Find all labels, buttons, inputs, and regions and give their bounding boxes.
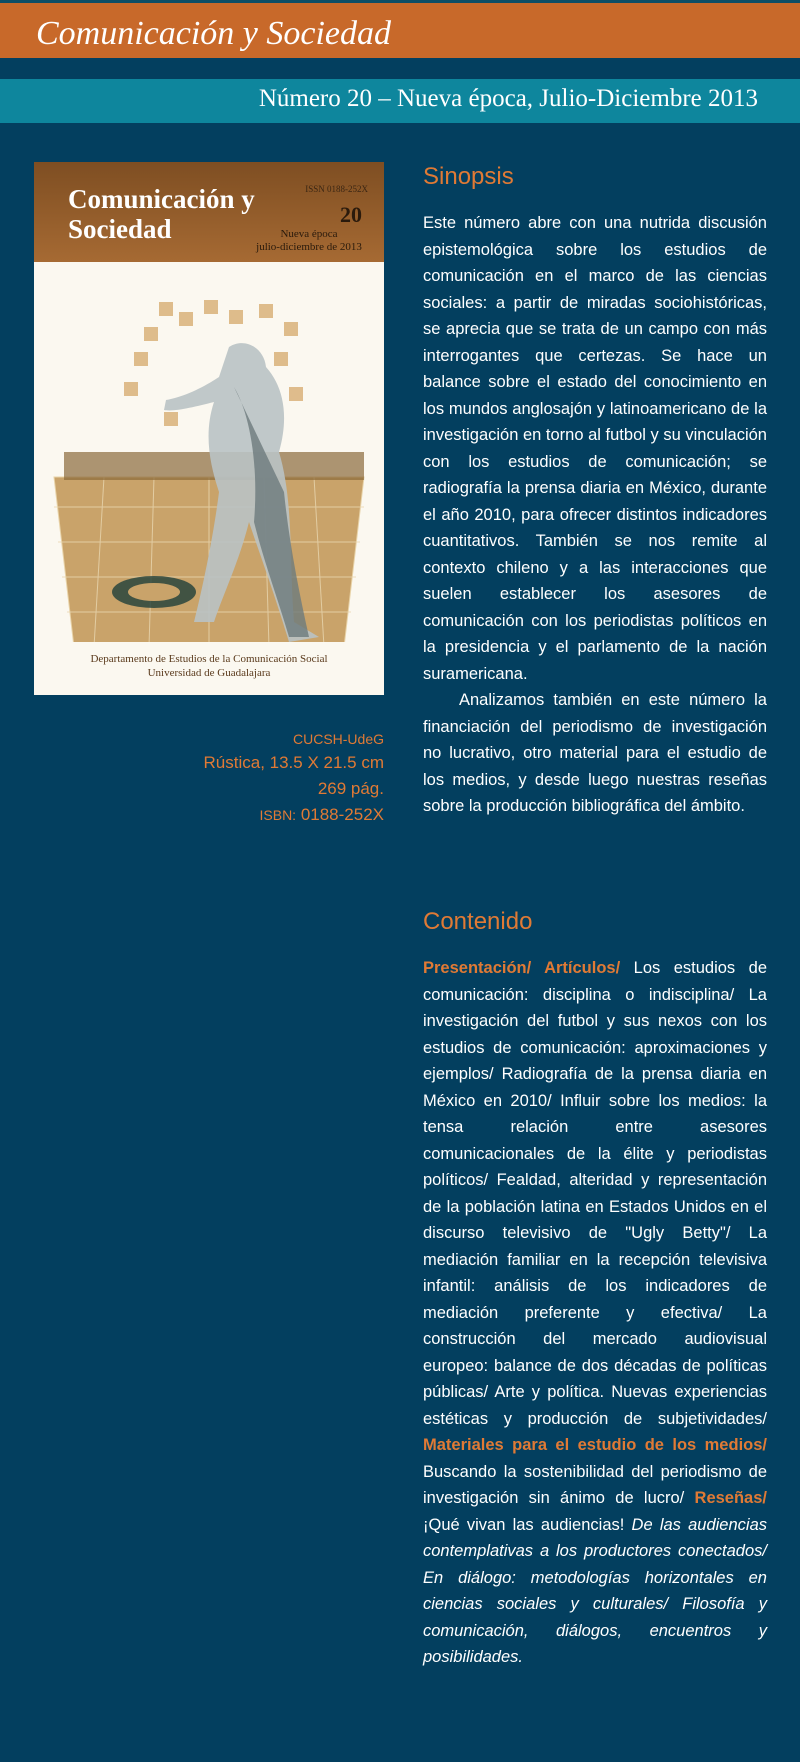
top-title-bar	[0, 0, 800, 58]
book-info	[34, 728, 384, 828]
cover-issn: ISSN 0188-252X	[305, 184, 368, 194]
sinopsis-paragraph-1: Este número abre con una nutrida discusión epistemológica sobre los estudios de comunicación en el marco de las ciencias sociales: a partir de miradas sociohistóricas, se aprecia que se trata de un campo con más interrogantes que certezas. Se hace un balance sobre el estado del conocimiento en los mundos anglosajón y latinoamericano de la investigación en torno al futbol y su vinculación con los estudios de comunicación; se radiografía la prensa diaria en México, durante el año 2010, para ofrecer distintos indicadores cuantitativos. También se nos remite al contexto chileno y a las interacciones que suelen establecer los asesores de comunicación con los periodistas políticos en la presidencia y el parlamento de la nación suramericana.	[423, 214, 767, 683]
section-label-materiales: Materiales para el estudio de los medios/	[423, 1436, 767, 1454]
cover-dept-line2: Universidad de Guadalajara	[147, 667, 271, 679]
section-text-materiales: Buscando la sostenibilidad del periodismo de investigación sin ánimo de lucro/	[423, 1462, 767, 1507]
cover-department	[34, 652, 384, 680]
contenido-section	[423, 908, 767, 1671]
cover-epoca-line2: julio-diciembre de 2013	[256, 241, 362, 253]
issue-bar	[0, 79, 800, 123]
cover-number: 20	[340, 202, 362, 227]
sinopsis-section	[423, 163, 767, 820]
cover-dept-line1: Departamento de Estudios de la Comunicación Social	[90, 653, 328, 665]
contenido-heading: Contenido	[423, 908, 533, 935]
section-text-resenas-italic: De las audiencias contemplativas a los productores conectados/ En diálogo: metodologías horizontales en ciencias sociales y culturales/ Filosofía y comunicación, diálogos, encuentros y posibilidades.	[423, 1515, 768, 1666]
book-cover-image	[34, 162, 384, 695]
isbn-label: ISBN:	[259, 807, 297, 823]
issue-label: Número 20 – Nueva época, Julio-Diciembre 2013	[258, 85, 758, 112]
cover-epoca	[254, 228, 364, 254]
publisher: CUCSH-UdeG	[292, 731, 384, 747]
cover-illustration	[34, 292, 384, 642]
section-text-articulos: Los estudios de comunicación: disciplina o indisciplina/ La investigación del futbol y sus nexos con los estudios de comunicación: aproximaciones y ejemplos/ Radiografía de la prensa diaria en México en 2010/ Influir sobre los medios: la tensa relación entre asesores comunicacionales de la élite y periodistas políticos/ Fealdad, alteridad y representación de la población latina en Estados Unidos en el discurso televisivo de "Ugly Betty"/ La mediación familiar en la recepción televisiva infantil: análisis de los indicadores de mediación preferente y efectiva/ La construcción del mercado audiovisual europeo: balance de dos décadas de políticas públicas/ Arte y política. Nuevas experiencias estéticas y producción de subjetividades/	[423, 959, 767, 1428]
sinopsis-body	[423, 210, 767, 820]
section-label-articulos: Presentación/ Artículos/	[423, 959, 621, 977]
sinopsis-heading: Sinopsis	[423, 163, 514, 190]
section-text-resenas: ¡Qué vivan las audiencias!	[423, 1515, 632, 1534]
contenido-body	[423, 955, 767, 1671]
page-count: 269 pág.	[317, 779, 384, 798]
sinopsis-paragraph-2: Analizamos también en este número la financiación del periodismo de investigación no lucrativo, otro material para el estudio de los medios, y desde luego nuestras reseñas sobre la producción bibliográfica del ámbito.	[423, 691, 767, 815]
binding-size: Rústica, 13.5 X 21.5 cm	[203, 753, 384, 772]
isbn-value: 0188-252X	[300, 805, 384, 824]
isbn	[34, 802, 384, 828]
cover-title: Comunicación y Sociedad	[68, 184, 255, 244]
section-label-resenas: Reseñas/	[694, 1489, 767, 1507]
cover-epoca-line1: Nueva época	[280, 228, 338, 240]
journal-title: Comunicación y Sociedad	[36, 15, 392, 52]
